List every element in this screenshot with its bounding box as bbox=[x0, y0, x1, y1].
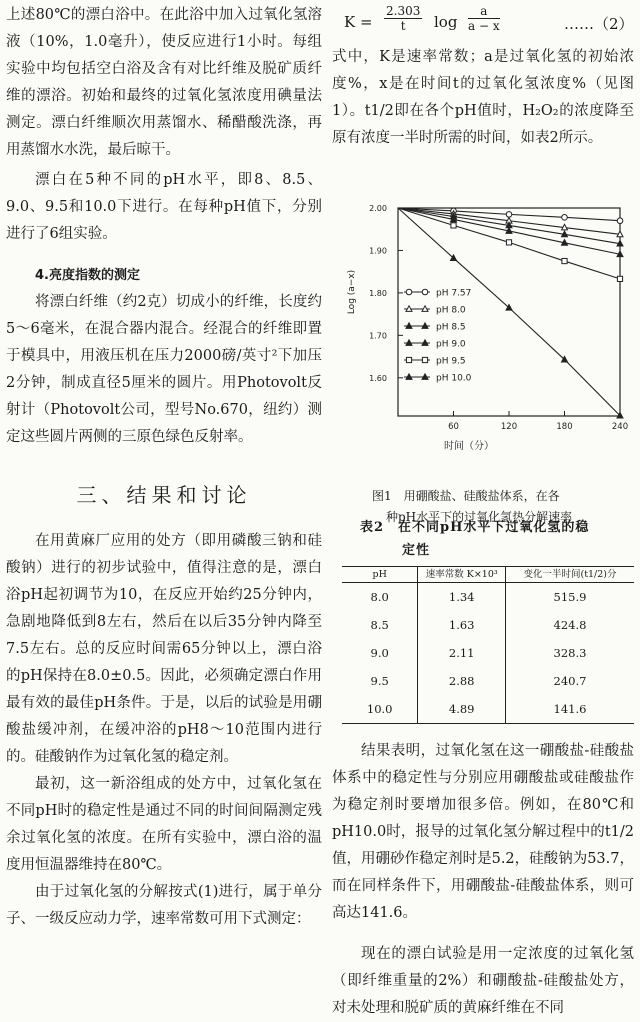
data-point bbox=[562, 215, 568, 221]
data-point bbox=[422, 357, 427, 362]
table-cell: 2.88 bbox=[418, 667, 506, 695]
right-text-lower bbox=[332, 738, 634, 1022]
table-row bbox=[342, 639, 634, 667]
legend-label: pH 7.57 bbox=[436, 288, 472, 299]
table-cell: 240.7 bbox=[506, 667, 635, 695]
left-column bbox=[6, 0, 322, 933]
denominator: t bbox=[400, 19, 406, 33]
legend-label: pH 9.5 bbox=[436, 356, 466, 367]
x-tick-label: 60 bbox=[448, 422, 459, 432]
paragraph: 现在的漂白试验是用一定浓度的过氧化氢（即纤维重量的2%）和硼酸盐-硅酸盐处方，对未处理和脱矿质的黄麻纤维在不同 bbox=[332, 946, 634, 1016]
table-cell: 515.9 bbox=[506, 583, 635, 612]
x-tick-label: 120 bbox=[500, 422, 518, 432]
data-point bbox=[451, 223, 456, 228]
y-tick-label: 1.80 bbox=[369, 288, 387, 298]
plot-frame bbox=[398, 208, 620, 416]
log-label: log bbox=[434, 13, 458, 31]
column-header: 变化一半时间(t1/2)分 bbox=[506, 567, 635, 583]
table-cell: 9.0 bbox=[370, 646, 389, 660]
caption-line: 表2 在不同pH水平下过氧化氢的稳 bbox=[360, 520, 590, 535]
caption-line: 种pH水平下的过氧化氢热分解速率 bbox=[386, 510, 573, 524]
table-cell: 141.6 bbox=[506, 695, 635, 724]
table-cell: 8.0 bbox=[370, 590, 389, 604]
table-cell: 328.3 bbox=[506, 639, 635, 667]
x-axis-label: 时间（分） bbox=[444, 441, 494, 452]
legend-label: pH 9.0 bbox=[436, 339, 466, 350]
table-row bbox=[342, 667, 634, 695]
paragraph: 结果表明，过氧化氢在这一硼酸盐-硅酸盐体系中的稳定性与分别应用硼酸盐或硅酸盐作为稳定剂时要增加很多倍。例如，在80℃和pH10.0时，报导的过氧化氢分解过程中的t1/2值，用硼砂作稳定剂时是5.2，硅酸钠为53.7，而在同样条件下，用硼酸盐-硅酸盐体系，则可高达141.6。 bbox=[332, 743, 634, 921]
numerator: 2.303 bbox=[386, 4, 421, 18]
data-point bbox=[506, 212, 512, 218]
section-title: 三、结果和讨论 bbox=[76, 483, 252, 507]
equation-lhs: K = bbox=[344, 13, 373, 31]
table-cell: 10.0 bbox=[342, 695, 418, 724]
series-line bbox=[398, 208, 620, 416]
table-cell: 1.63 bbox=[418, 611, 506, 639]
x-tick-label: 180 bbox=[556, 422, 573, 432]
paragraph: 式中，K是速率常数；a是过氧化氢的初始浓度%，x是在时间t的过氧化氢浓度%（见图1）。t1/2即在各个pH值时，H₂O₂的浓度降至原有浓度一半时所需的时间，如表2所示。 bbox=[332, 49, 634, 146]
table-row bbox=[342, 611, 634, 639]
caption-line: 图1 用硼酸盐、硅酸盐体系，在各 bbox=[372, 489, 560, 503]
table-cell: 1.34 bbox=[418, 583, 506, 612]
table-row bbox=[342, 583, 634, 612]
x-tick-label: 240 bbox=[611, 422, 629, 432]
data-point bbox=[406, 357, 411, 362]
y-tick-label: 2.00 bbox=[369, 204, 387, 213]
table-cell: 2.11 bbox=[418, 639, 506, 667]
decomposition-chart bbox=[340, 196, 634, 471]
paragraph: 将漂白纤维（约2克）切成小的纤维，长度约5～6毫米，在混合器内混合。经混合的纤维即置于模具中，用液压机在压力2000磅/英寸²下加压2分钟，制成直径5厘米的圆片。用Photovolt反射计（Photovolt公司，型号No.670，纽约）测定这些圆片两侧的三原色绿色反射率。 bbox=[6, 294, 322, 445]
data-point bbox=[562, 258, 567, 263]
data-point bbox=[422, 289, 428, 295]
data-point bbox=[506, 240, 511, 245]
y-tick-label: 1.70 bbox=[369, 331, 387, 341]
equation bbox=[332, 0, 634, 44]
right-column bbox=[332, 0, 634, 1016]
column-header: pH bbox=[342, 567, 418, 583]
legend-label: pH 8.5 bbox=[436, 322, 466, 333]
paragraph: 最初，这一新浴组成的处方中，过氧化氢在不同pH时的稳定性是通过不同的时间间隔测定残余过氧化氢的浓度。在所有实验中，漂白浴的温度用恒温器维持在80℃。 bbox=[6, 776, 322, 873]
table-cell: 424.8 bbox=[506, 611, 635, 639]
paragraph: 漂白在5种不同的pH水平，即8、8.5、9.0、9.5和10.0下进行。在每种pH值下，分别进行了6组实验。 bbox=[6, 172, 322, 242]
stability-table bbox=[342, 566, 634, 724]
data-point bbox=[617, 218, 623, 224]
numerator: a bbox=[468, 4, 500, 19]
caption-line: 定性 bbox=[402, 543, 431, 558]
section-heading: 4.亮度指数的测定 bbox=[35, 268, 140, 283]
equation-number: ……（2） bbox=[564, 15, 634, 33]
table-header-row bbox=[342, 567, 634, 583]
table-cell: 9.5 bbox=[370, 674, 389, 688]
paragraph: 上述80℃的漂白浴中。在此浴中加入过氧化氢溶液（10%，1.0毫升），使反应进行1小时。每组实验中均包括空白浴及含有对比纤维及脱矿质纤维的漂浴。初始和最终的过氧化氢浓度用碘量法测定。漂白纤维顺次用蒸馏水、稀醋酸洗涤，再用蒸馏水水洗，最后晾干。 bbox=[6, 7, 322, 158]
data-point bbox=[406, 289, 412, 295]
y-axis-label: Log (a−x) bbox=[347, 269, 357, 315]
fraction bbox=[384, 4, 422, 33]
legend-label: pH 10.0 bbox=[436, 373, 472, 384]
data-point bbox=[617, 276, 622, 281]
column-header: 速率常数 K×10³ bbox=[418, 567, 506, 583]
legend-label: pH 8.0 bbox=[436, 305, 466, 316]
y-tick-label: 1.90 bbox=[369, 246, 387, 256]
fraction bbox=[468, 4, 500, 33]
table-row bbox=[342, 695, 634, 724]
y-tick-label: 1.60 bbox=[369, 373, 387, 383]
table-caption bbox=[360, 516, 589, 562]
table-cell: 4.89 bbox=[418, 695, 506, 724]
paragraph: 由于过氧化氢的分解按式(1)进行，属于单分子、一级反应动力学，速率常数可用下式测定： bbox=[6, 884, 322, 927]
paragraph: 在用黄麻厂应用的处方（即用磷酸三钠和硅酸钠）进行的初步试验中，值得注意的是，漂白浴pH起初调节为10，在反应开始约25分钟内，急剧地降低到8左右，然后在以后35分钟内降至7.5左右。总的反应时间需65分钟以上，漂白浴的pH保持在8.0±0.5。因此，必须确定漂白作用最有效的最佳pH条件。于是，以后的试验是用硼酸盐缓冲剂，在缓冲浴的pH8～10范围内进行的。硅酸钠作为过氧化氢的稳定剂。 bbox=[6, 533, 322, 765]
table-cell: 8.5 bbox=[370, 618, 389, 632]
denominator: a − x bbox=[468, 19, 500, 33]
